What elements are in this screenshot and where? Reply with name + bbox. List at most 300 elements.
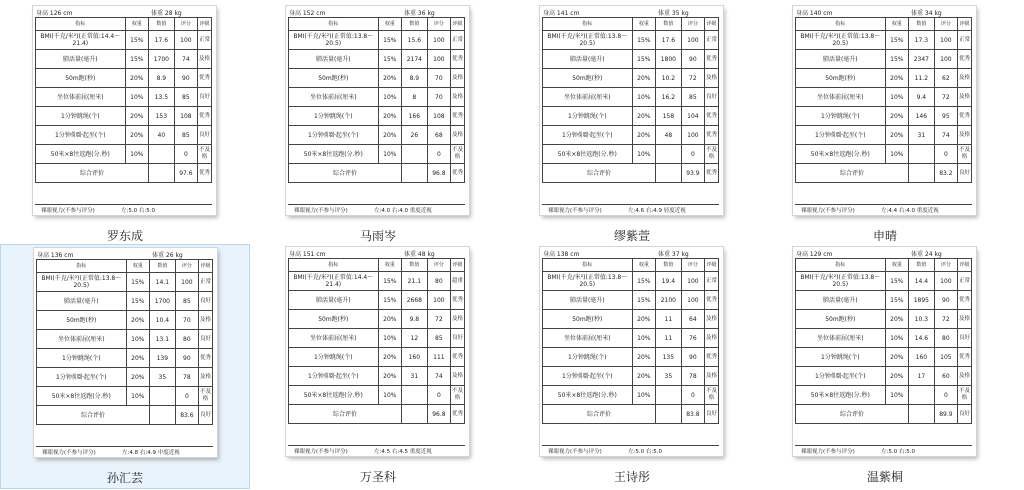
table-header <box>37 260 213 273</box>
file-name-label: 王诗彤 <box>613 470 650 484</box>
table-row <box>289 329 465 348</box>
weight-text: 体重 37 kg <box>658 251 689 258</box>
indicator-cell: 1分钟仰卧起坐(个) <box>289 126 379 145</box>
value-cell: 1700 <box>149 50 175 69</box>
weight-cell: 15% <box>885 291 908 310</box>
table-row <box>289 164 465 183</box>
weight-cell: 20% <box>632 69 655 88</box>
table-row <box>796 386 972 405</box>
value-cell: 146 <box>909 107 935 126</box>
value-cell: 1895 <box>909 291 935 310</box>
table-row <box>37 311 213 330</box>
level-cell: 超重 <box>451 272 465 291</box>
weight-cell: 20% <box>632 348 655 367</box>
indicator-cell: 肺活量(毫升) <box>543 291 633 310</box>
body-measures <box>34 249 217 259</box>
table-row <box>543 69 719 88</box>
level-cell: 优秀 <box>451 405 465 424</box>
level-cell: 优秀 <box>705 164 719 183</box>
weight-text: 体重 24 kg <box>911 251 942 258</box>
level-cell: 良好 <box>198 126 212 145</box>
table-row <box>543 367 719 386</box>
weight-text: 体重 34 kg <box>911 10 942 17</box>
value-cell: 8 <box>402 88 428 107</box>
file-name-label: 孙汇芸 <box>106 471 143 485</box>
score-cell: 90 <box>681 50 704 69</box>
indicator-cell: 综合评价 <box>796 405 909 424</box>
score-cell: 80 <box>934 329 957 348</box>
score-cell: 100 <box>427 50 450 69</box>
col-level: 评级 <box>705 18 719 31</box>
table-row <box>796 145 972 164</box>
indicator-cell: 50m跑(秒) <box>289 69 379 88</box>
score-cell: 90 <box>681 348 704 367</box>
indicator-cell: 1分钟跳绳(个) <box>796 348 886 367</box>
value-cell <box>149 145 175 164</box>
image-tile[interactable] <box>760 3 1010 248</box>
level-cell: 优秀 <box>199 349 213 368</box>
indicator-cell: 50米×8往返跑(分.秒) <box>796 386 886 405</box>
col-level: 评级 <box>958 259 972 272</box>
col-indicator: 指标 <box>796 18 886 31</box>
report-thumbnail <box>34 248 217 457</box>
table-row <box>37 273 213 292</box>
table-header <box>36 18 212 31</box>
col-level: 评级 <box>198 18 212 31</box>
score-cell: 100 <box>681 291 704 310</box>
indicator-cell: 50m跑(秒) <box>36 69 126 88</box>
indicator-cell: 坐位体前屈(厘米) <box>36 88 126 107</box>
score-cell: 100 <box>934 50 957 69</box>
vision-label: 裸眼视力(不参与评分) <box>548 449 602 455</box>
weight-cell: 15% <box>378 272 401 291</box>
score-cell: 85 <box>174 88 197 107</box>
indicator-cell: 50米×8往返跑(分.秒) <box>36 145 126 164</box>
score-cell: 83.8 <box>681 405 704 424</box>
score-cell: 108 <box>174 107 197 126</box>
weight-cell: 10% <box>378 329 401 348</box>
score-cell: 100 <box>934 31 957 50</box>
col-weight: 权重 <box>885 18 908 31</box>
value-cell: 21.1 <box>402 272 428 291</box>
weight-cell: 15% <box>632 50 655 69</box>
weight-cell: 20% <box>378 367 401 386</box>
weight-cell: 15% <box>126 292 149 311</box>
level-cell: 良好 <box>199 292 213 311</box>
level-cell: 正常 <box>451 31 465 50</box>
value-cell: 40 <box>149 126 175 145</box>
weight-cell: 20% <box>378 69 401 88</box>
score-cell: 85 <box>174 126 197 145</box>
image-tile[interactable] <box>253 244 503 489</box>
table-row <box>289 88 465 107</box>
body-measures <box>286 248 469 258</box>
score-cell: 108 <box>427 107 450 126</box>
table-row <box>37 368 213 387</box>
value-cell: 8.9 <box>149 69 175 88</box>
indicator-cell: 综合评价 <box>289 405 402 424</box>
level-cell: 及格 <box>705 69 719 88</box>
table-row <box>796 348 972 367</box>
indicator-cell: 1分钟跳绳(个) <box>289 107 379 126</box>
indicator-cell: 综合评价 <box>289 164 402 183</box>
indicator-cell: 50m跑(秒) <box>543 69 633 88</box>
score-cell: 85 <box>681 88 704 107</box>
indicator-cell: 50米×8往返跑(分.秒) <box>543 386 633 405</box>
value-cell: 26 <box>402 126 428 145</box>
level-cell: 及格 <box>958 310 972 329</box>
score-cell: 74 <box>174 50 197 69</box>
score-cell: 68 <box>427 126 450 145</box>
weight-cell: 10% <box>885 145 908 164</box>
table-row <box>289 386 465 405</box>
indicator-cell: 1分钟跳绳(个) <box>289 348 379 367</box>
indicator-cell: 1分钟仰卧起坐(个) <box>796 367 886 386</box>
score-cell: 72 <box>427 310 450 329</box>
table-row <box>37 330 213 349</box>
weight-cell: 10% <box>632 329 655 348</box>
weight-cell: 20% <box>632 367 655 386</box>
vision-row <box>795 445 972 455</box>
file-name-label: 罗东成 <box>106 229 143 243</box>
weight-cell: 15% <box>378 291 401 310</box>
level-cell: 及格 <box>958 69 972 88</box>
value-cell: 11 <box>656 310 682 329</box>
indicator-cell: 综合评价 <box>543 405 656 424</box>
score-cell: 100 <box>934 272 957 291</box>
weight-cell: 20% <box>885 107 908 126</box>
weight-cell: 15% <box>125 50 148 69</box>
indicator-cell: 1分钟仰卧起坐(个) <box>36 126 126 145</box>
weight-cell: 10% <box>125 88 148 107</box>
col-indicator: 指标 <box>289 18 379 31</box>
score-cell: 100 <box>427 291 450 310</box>
score-cell: 70 <box>175 311 198 330</box>
level-cell: 及格 <box>199 311 213 330</box>
table-row <box>543 386 719 405</box>
table-header <box>796 18 972 31</box>
col-weight: 权重 <box>378 18 401 31</box>
indicator-cell: 50m跑(秒) <box>796 69 886 88</box>
weight-cell: 15% <box>632 31 655 50</box>
col-score: 评分 <box>681 18 704 31</box>
score-cell: 0 <box>427 145 450 164</box>
col-value: 数值 <box>909 259 935 272</box>
value-cell: 11 <box>656 329 682 348</box>
score-cell: 60 <box>934 367 957 386</box>
report-thumbnail <box>793 6 976 215</box>
score-cell: 95 <box>934 107 957 126</box>
fitness-table <box>35 17 212 183</box>
value-cell: 31 <box>909 126 935 145</box>
report-thumbnail <box>33 6 216 215</box>
table-row <box>37 292 213 311</box>
body-measures <box>540 248 723 258</box>
weight-cell: 20% <box>885 367 908 386</box>
value-cell <box>402 164 428 183</box>
level-cell: 不及格 <box>451 386 465 405</box>
vision-label: 裸眼视力(不参与评分) <box>801 208 855 214</box>
table-row <box>796 405 972 424</box>
vision-label: 裸眼视力(不参与评分) <box>41 208 95 214</box>
indicator-cell: 1分钟跳绳(个) <box>543 107 633 126</box>
level-cell: 不及格 <box>451 145 465 164</box>
col-weight: 权重 <box>632 18 655 31</box>
level-cell: 正常 <box>198 31 212 50</box>
indicator-cell: 50m跑(秒) <box>796 310 886 329</box>
col-score: 评分 <box>934 18 957 31</box>
report-thumbnail <box>286 6 469 215</box>
col-score: 评分 <box>427 259 450 272</box>
file-name-label: 申晴 <box>872 229 897 243</box>
score-cell: 74 <box>427 367 450 386</box>
indicator-cell: 肺活量(毫升) <box>796 50 886 69</box>
weight-cell: 10% <box>632 145 655 164</box>
indicator-cell: 50米×8往返跑(分.秒) <box>543 145 633 164</box>
score-cell: 76 <box>681 329 704 348</box>
weight-cell: 10% <box>885 386 908 405</box>
level-cell: 正常 <box>705 272 719 291</box>
level-cell: 优秀 <box>198 69 212 88</box>
table-row <box>543 348 719 367</box>
table-header <box>289 18 465 31</box>
table-row <box>289 50 465 69</box>
vision-label: 裸眼视力(不参与评分) <box>294 208 348 214</box>
height-text: 身高 151 cm <box>289 251 326 258</box>
table-row <box>796 164 972 183</box>
table-row <box>36 164 212 183</box>
score-cell: 90 <box>934 291 957 310</box>
value-cell: 10.2 <box>656 69 682 88</box>
col-value: 数值 <box>656 259 682 272</box>
score-cell: 97.6 <box>174 164 197 183</box>
fitness-table <box>795 17 972 183</box>
table-row <box>289 107 465 126</box>
value-cell: 8.9 <box>402 69 428 88</box>
col-value: 数值 <box>909 18 935 31</box>
indicator-cell: BMI(千克/米²)(正常值:13.8～20.5) <box>796 31 886 50</box>
score-cell: 90 <box>174 69 197 88</box>
level-cell: 良好 <box>705 88 719 107</box>
indicator-cell: 综合评价 <box>543 164 656 183</box>
table-row <box>796 310 972 329</box>
indicator-cell: 50m跑(秒) <box>289 310 379 329</box>
indicator-cell: BMI(千克/米²)(正常值:13.8～20.5) <box>289 31 379 50</box>
weight-cell: 20% <box>885 348 908 367</box>
weight-cell: 20% <box>125 69 148 88</box>
col-score: 评分 <box>934 259 957 272</box>
col-weight: 权重 <box>125 18 148 31</box>
col-score: 评分 <box>427 18 450 31</box>
value-cell: 9.4 <box>909 88 935 107</box>
level-cell: 优秀 <box>451 107 465 126</box>
value-cell <box>149 164 175 183</box>
vision-row <box>288 204 465 214</box>
image-tile[interactable] <box>0 244 250 489</box>
weight-cell: 20% <box>885 69 908 88</box>
score-cell: 100 <box>681 31 704 50</box>
weight-cell: 20% <box>378 126 401 145</box>
score-cell: 0 <box>934 145 957 164</box>
height-text: 身高 138 cm <box>543 251 580 258</box>
table-row <box>289 31 465 50</box>
table-header <box>796 259 972 272</box>
value-cell: 48 <box>656 126 682 145</box>
value-cell: 16.2 <box>656 88 682 107</box>
weight-cell: 15% <box>885 50 908 69</box>
image-tile[interactable] <box>507 244 757 489</box>
score-cell: 70 <box>427 88 450 107</box>
value-cell: 2174 <box>402 50 428 69</box>
file-name-label: 万圣科 <box>359 470 396 484</box>
weight-cell: 10% <box>126 387 149 406</box>
level-cell: 优秀 <box>705 348 719 367</box>
value-cell: 19.4 <box>656 272 682 291</box>
table-header <box>543 18 719 31</box>
weight-cell: 15% <box>885 272 908 291</box>
indicator-cell: 1分钟仰卧起坐(个) <box>289 367 379 386</box>
table-row <box>289 145 465 164</box>
col-value: 数值 <box>150 260 176 273</box>
value-cell: 139 <box>150 349 176 368</box>
level-cell: 及格 <box>451 126 465 145</box>
level-cell: 正常 <box>199 273 213 292</box>
indicator-cell: 1分钟跳绳(个) <box>37 349 127 368</box>
score-cell: 78 <box>681 367 704 386</box>
level-cell: 优秀 <box>705 126 719 145</box>
weight-cell: 15% <box>126 273 149 292</box>
score-cell: 72 <box>681 69 704 88</box>
level-cell: 良好 <box>198 88 212 107</box>
level-cell: 及格 <box>451 88 465 107</box>
level-cell: 及格 <box>451 310 465 329</box>
col-value: 数值 <box>149 18 175 31</box>
level-cell: 及格 <box>451 367 465 386</box>
vision-row <box>288 445 465 455</box>
score-cell: 0 <box>427 386 450 405</box>
indicator-cell: 坐位体前屈(厘米) <box>289 329 379 348</box>
weight-cell: 10% <box>885 88 908 107</box>
value-cell <box>909 145 935 164</box>
indicator-cell: 1分钟仰卧起坐(个) <box>543 126 633 145</box>
value-cell: 2347 <box>909 50 935 69</box>
body-measures <box>33 7 216 17</box>
indicator-cell: 50m跑(秒) <box>543 310 633 329</box>
vision-label: 裸眼视力(不参与评分) <box>294 449 348 455</box>
table-row <box>543 310 719 329</box>
weight-cell: 10% <box>125 145 148 164</box>
report-thumbnail <box>793 247 976 456</box>
value-cell: 11.2 <box>909 69 935 88</box>
table-row <box>543 272 719 291</box>
score-cell: 83.2 <box>934 164 957 183</box>
indicator-cell: BMI(千克/米²)(正常值:13.8～20.5) <box>543 272 633 291</box>
table-row <box>543 50 719 69</box>
table-row <box>796 107 972 126</box>
table-row <box>796 329 972 348</box>
value-cell: 17 <box>909 367 935 386</box>
level-cell: 正常 <box>958 272 972 291</box>
level-cell: 及格 <box>705 310 719 329</box>
indicator-cell: 肺活量(毫升) <box>289 291 379 310</box>
value-cell: 1800 <box>656 50 682 69</box>
image-tile[interactable] <box>253 3 503 248</box>
level-cell: 优秀 <box>958 50 972 69</box>
indicator-cell: 50m跑(秒) <box>37 311 127 330</box>
table-row <box>796 31 972 50</box>
col-weight: 权重 <box>885 259 908 272</box>
table-row <box>796 88 972 107</box>
table-row <box>289 310 465 329</box>
level-cell: 良好 <box>958 329 972 348</box>
col-weight: 权重 <box>126 260 149 273</box>
table-row <box>796 291 972 310</box>
body-measures <box>793 7 976 17</box>
weight-cell: 20% <box>632 126 655 145</box>
image-tile[interactable] <box>760 244 1010 489</box>
col-weight: 权重 <box>378 259 401 272</box>
indicator-cell: 综合评价 <box>796 164 909 183</box>
value-cell: 10.4 <box>150 311 176 330</box>
table-row <box>36 50 212 69</box>
level-cell: 良好 <box>958 164 972 183</box>
value-cell <box>402 386 428 405</box>
image-tile[interactable] <box>507 3 757 248</box>
score-cell: 74 <box>934 126 957 145</box>
level-cell: 良好 <box>705 405 719 424</box>
table-row <box>36 126 212 145</box>
fitness-table <box>288 258 465 424</box>
score-cell: 70 <box>427 69 450 88</box>
col-value: 数值 <box>402 18 428 31</box>
image-tile[interactable] <box>0 3 250 248</box>
weight-cell: 15% <box>632 291 655 310</box>
file-name-label: 缪紫萱 <box>613 229 650 243</box>
value-cell: 160 <box>909 348 935 367</box>
weight-cell: 15% <box>378 50 401 69</box>
level-cell: 优秀 <box>958 348 972 367</box>
indicator-cell: BMI(千克/米²)(正常值:13.8～20.5) <box>796 272 886 291</box>
level-cell: 优秀 <box>451 348 465 367</box>
height-text: 身高 126 cm <box>36 10 73 17</box>
level-cell: 不及格 <box>705 145 719 164</box>
table-row <box>543 291 719 310</box>
indicator-cell: 综合评价 <box>36 164 149 183</box>
score-cell: 111 <box>427 348 450 367</box>
vision-value: 左:4.5 右:4.5 重度近视 <box>374 449 432 455</box>
indicator-cell: 肺活量(毫升) <box>543 50 633 69</box>
level-cell: 正常 <box>705 31 719 50</box>
fitness-table <box>795 258 972 424</box>
height-text: 身高 152 cm <box>289 10 326 17</box>
weight-cell: 10% <box>378 88 401 107</box>
vision-label: 裸眼视力(不参与评分) <box>42 450 96 456</box>
col-indicator: 指标 <box>36 18 126 31</box>
table-row <box>289 348 465 367</box>
score-cell: 0 <box>934 386 957 405</box>
table-row <box>289 69 465 88</box>
indicator-cell: 1分钟仰卧起坐(个) <box>796 126 886 145</box>
indicator-cell: BMI(千克/米²)(正常值:13.8～20.5) <box>37 273 127 292</box>
table-row <box>36 69 212 88</box>
vision-value: 左:4.8 右:4.9 中度近视 <box>122 450 180 456</box>
col-indicator: 指标 <box>37 260 127 273</box>
weight-cell: 20% <box>632 107 655 126</box>
vision-row <box>35 204 212 214</box>
score-cell: 78 <box>175 368 198 387</box>
score-cell: 0 <box>174 145 197 164</box>
weight-cell: 15% <box>378 31 401 50</box>
